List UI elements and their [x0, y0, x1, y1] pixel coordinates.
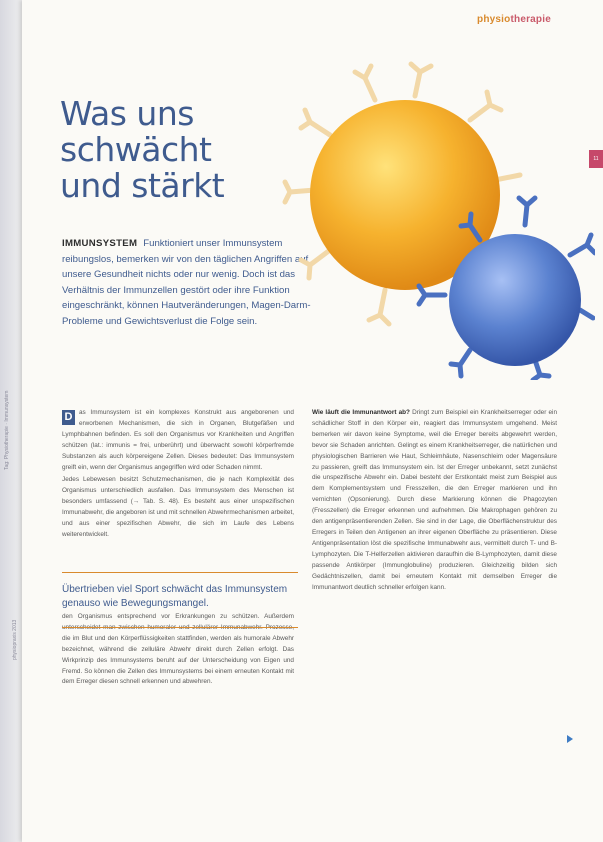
title-line-3: und stärkt	[60, 166, 225, 205]
body-column-right	[312, 408, 557, 595]
lead-text: Funktioniert unser Immunsystem reibungslos, bemerken wir von den täglichen Angriffen auf unsere Gesundheit nichts oder nur wenig. Doch ist das Verhältnis der Immunzellen gestört oder ihre Funktion eingeschränkt, können Hautveränderungen, Magen-Darm-Probleme und Gewichtsverlust die Folge sein.	[62, 238, 311, 327]
continue-arrow-icon	[567, 735, 573, 743]
dropcap: D	[62, 410, 75, 425]
article-title	[60, 96, 224, 204]
title-line-1: Was uns	[60, 94, 194, 133]
body-paragraph-1-text: as Immunsystem ist ein komplexes Konstrukt aus angeborenen und erworbenen Mechanismen, die sich in Organen, Blutgefäßen und Lymphbahnen befinden. Es soll den Organismus vor Krankheiten und Angriffen schützen (lat.: immunis = frei, unberührt) und überwacht sowohl körperfremde Substanzen als auch körpereigene Zellen. Dieses bedeutet: Das Immunsystem greift ein, wenn der Organismus angegriffen wird oder Schaden nimmt.	[62, 409, 294, 471]
body-paragraph-2: Jedes Lebewesen besitzt Schutzmechanismen, die je nach Komplexität des Organismus unterschiedlich ausfallen. Das Immunsystem des Menschen ist besonders umfassend (→ Tab. S. 48). Es besteht aus einer unspezifischen Immunabwehr, die angeboren ist und mit schnellen Abwehrmechanismen arbeitet, und aus einer spezifischen Abwehr, die sich im Laufe des Lebens weiterentwickelt.	[62, 476, 294, 538]
page-tab: 11	[589, 150, 603, 168]
body-paragraph-right	[312, 408, 557, 593]
page-spine	[0, 0, 22, 842]
body-paragraph-1	[62, 408, 294, 473]
blue-immune-cell	[449, 234, 581, 366]
spine-text-2: physiopraxis 2013	[12, 619, 18, 660]
lead-kicker: IMMUNSYSTEM	[62, 238, 138, 249]
pull-quote: Übertrieben viel Sport schwächt das Immunsystem genauso wie Bewegungsmangel.	[62, 572, 298, 628]
body-paragraph-3: den Organismus entsprechend vor Erkrankungen zu schützen. Außerdem unterscheidet man zwischen humoraler und zellulärer Immunabwehr. Prozesse, die im Blut und den Körperflüssigkeiten stattfinden, werden als humorale Abwehr bezeichnet, während die zelluläre Abwehr direkt durch Zellen erfolgt. Das Wirkprinzip des Immunsystems beruht auf der Unterscheidung von Eigen und Fremd. So können die Zellen des Immunsystems bei einem erneuten Kontakt mit dem Erreger diesen schnell erkennen und abwehren.	[62, 613, 294, 686]
body-column-left	[62, 408, 294, 543]
section-label-b: therapie	[510, 14, 551, 25]
body-right-text: Dringt zum Beispiel ein Krankheitserreger oder ein schädlicher Stoff in den Körper ein, reagiert das Immunsystem umgehend. Meist bemerken wir davon keine Symptome, weil die Erreger bereits abgewehrt werden, bevor sie Schaden anrichten. Gelingt es einem Krankheitserreger, die natürlichen und physiologischen Barrieren wie Haut, Schleimhäute, Nasenschleim oder Magensäure zu passieren, greift das Immunsystem ein. Ist der Erreger unbekannt, setzt zunächst die unspezifische Abwehr ein. Dabei besteht der Erstkontakt meist zum Beispiel aus dem Komplementsystem und Fresszellen, die den Erreger markieren und ihn vernichten (Opsonierung). Durch diese Markierung können die Phagozyten (Fresszellen) die Erreger erkennen und aufnehmen. Die Makrophagen gehören zu den antigenpräsentierenden Zellen. Sie sind in der Lage, die Oberflächenstruktur des Erregers in Teilen den Antigenen an ihrer eigenen Oberfläche zu präsentieren. Diese Antigenpräsentation löst die spezifische Immunabwehr aus, vermittelt durch T- und B-Lymphozyten. Die T-Helferzellen aktivieren daraufhin die B-Lymphozyten, damit diese passende Antikörper (Immunglobuline) produzieren. Gleichzeitig bilden sich Gedächtniszellen, damit bei erneutem Kontakt mit demselben Erreger die Immunantwort deutlich schneller erfolgen kann.	[312, 409, 558, 591]
section-label	[477, 14, 551, 25]
immune-cell-illustration	[265, 60, 595, 380]
spine-text: Tag: Physiotherapie · Immunsystem	[4, 390, 10, 470]
section-subhead: Wie läuft die Immunantwort ab?	[312, 409, 410, 416]
title-line-2: schwächt	[60, 130, 212, 169]
section-label-a: physio	[477, 14, 511, 25]
